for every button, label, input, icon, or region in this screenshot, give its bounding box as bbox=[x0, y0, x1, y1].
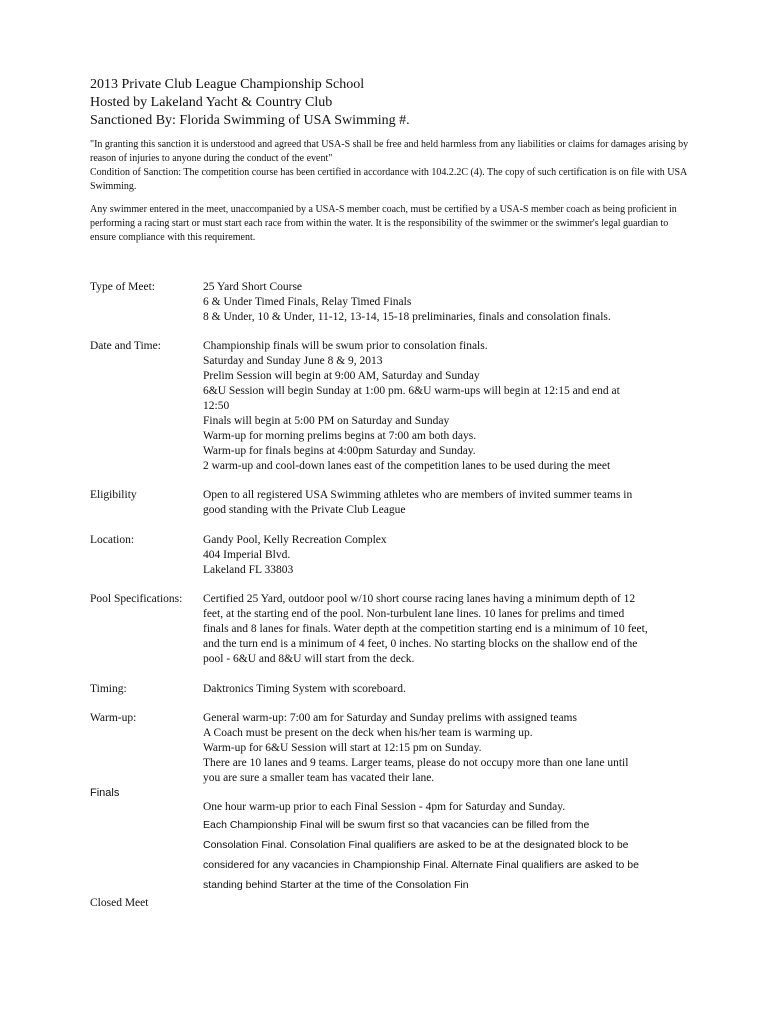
content-line: Lakeland FL 33803 bbox=[203, 564, 294, 576]
content-line: good standing with the Private Club League bbox=[203, 504, 406, 516]
content-line: 404 Imperial Blvd. bbox=[203, 549, 291, 561]
section-content bbox=[203, 280, 678, 325]
document-header bbox=[90, 76, 690, 245]
content-line: Gandy Pool, Kelly Recreation Complex bbox=[203, 534, 387, 546]
content-line: 12:50 bbox=[203, 400, 230, 412]
content-line: Finals will begin at 5:00 PM on Saturday and Sunday bbox=[203, 415, 450, 427]
section-content bbox=[203, 339, 678, 474]
section-content bbox=[203, 711, 678, 786]
content-line: pool - 6&U and 8&U will start from the deck. bbox=[203, 653, 415, 665]
content-line: 6&U Session will begin Sunday at 1:00 pm. 6&U warm-ups will begin at 12:15 and end at bbox=[203, 385, 620, 397]
section-label: Date and Time: bbox=[90, 340, 161, 352]
content-line: Warm-up for 6&U Session will start at 12:15 pm on Sunday. bbox=[203, 742, 482, 754]
content-line: A Coach must be present on the deck when his/her team is warming up. bbox=[203, 727, 533, 739]
content-line: General warm-up: 7:00 am for Saturday and Sunday prelims with assigned teams bbox=[203, 712, 577, 724]
section-content bbox=[203, 592, 678, 667]
section-label: Timing: bbox=[90, 683, 127, 695]
content-line: 25 Yard Short Course bbox=[203, 281, 303, 293]
section-label: Location: bbox=[90, 534, 135, 546]
content-line: Prelim Session will begin at 9:00 AM, Saturday and Sunday bbox=[203, 370, 480, 382]
content-line: finals and 8 lanes for finals. Water depth at the competition starting end is a minimum of 10 feet, bbox=[203, 623, 648, 635]
content-line: and the turn end is a minimum of 4 feet, 0 inches. No starting blocks on the shallow end of the bbox=[203, 638, 638, 650]
content-line: Saturday and Sunday June 8 & 9, 2013 bbox=[203, 355, 383, 367]
content-line: Warm-up for finals begins at 4:00pm Saturday and Sunday. bbox=[203, 445, 476, 457]
condition-of-sanction: Condition of Sanction: The competition course has been certified in accordance with 104.2.2C (4). The copy of such certification is on file with USA Swimming. bbox=[90, 167, 687, 192]
content-line: standing behind Starter at the time of the Consolation Fin bbox=[203, 879, 469, 891]
content-line: There are 10 lanes and 9 teams. Larger teams, please do not occupy more than one lane until bbox=[203, 757, 629, 769]
sanction-statement: "In granting this sanction it is understood and agreed that USA-S shall be free and held harmless from any liabilities or claims for damages arising by reason of injuries to anyone during the conduct of the event" bbox=[90, 139, 689, 164]
section-label-finals: Finals bbox=[90, 787, 120, 799]
content-line: 8 & Under, 10 & Under, 11-12, 13-14, 15-18 preliminaries, finals and consolation finals. bbox=[203, 311, 611, 323]
content-line: feet, at the starting end of the pool. Non-turbulent lane lines. 10 lanes for prelims and timed bbox=[203, 608, 625, 620]
section-label: Closed Meet bbox=[90, 897, 149, 909]
content-line: Open to all registered USA Swimming athletes who are members of invited summer teams in bbox=[203, 489, 633, 501]
title-line-1: 2013 Private Club League Championship School bbox=[90, 77, 365, 92]
section-content bbox=[203, 800, 678, 895]
coach-requirement: Any swimmer entered in the meet, unaccompanied by a USA-S member coach, must be certified by a USA-S member coach as being proficient in performing a racing start or must start each race from within the water. It is the responsibility of the swimmer or the swimmer's legal guardian to ensure compliance with this requirement. bbox=[90, 204, 677, 243]
content-line: 6 & Under Timed Finals, Relay Timed Finals bbox=[203, 296, 412, 308]
content-line: 2 warm-up and cool-down lanes east of the competition lanes to be used during the meet bbox=[203, 460, 611, 472]
content-line: you are sure a smaller team has vacated their lane. bbox=[203, 772, 435, 784]
section-label: Type of Meet: bbox=[90, 281, 155, 293]
section-label: Warm-up: bbox=[90, 712, 137, 724]
section-label: Pool Specifications: bbox=[90, 593, 183, 605]
section-content bbox=[203, 488, 678, 518]
section-content bbox=[203, 533, 678, 578]
title-line-2: Hosted by Lakeland Yacht & Country Club bbox=[90, 95, 333, 110]
content-line: Championship finals will be swum prior to consolation finals. bbox=[203, 340, 488, 352]
content-line: Certified 25 Yard, outdoor pool w/10 short course racing lanes having a minimum depth of 12 bbox=[203, 593, 636, 605]
content-line: Warm-up for morning prelims begins at 7:00 am both days. bbox=[203, 430, 477, 442]
section-label: Eligibility bbox=[90, 489, 137, 501]
content-line: Each Championship Final will be swum first so that vacancies can be filled from the bbox=[203, 819, 590, 831]
content-line: One hour warm-up prior to each Final Session - 4pm for Saturday and Sunday. bbox=[203, 801, 566, 813]
content-line: Daktronics Timing System with scoreboard. bbox=[203, 683, 406, 695]
content-line: Consolation Final. Consolation Final qualifiers are asked to be at the designated block to be bbox=[203, 839, 629, 851]
content-line: considered for any vacancies in Championship Final. Alternate Final qualifiers are asked to be bbox=[203, 859, 639, 871]
section-content bbox=[203, 682, 678, 697]
title-line-3: Sanctioned By: Florida Swimming of USA Swimming #. bbox=[90, 113, 410, 128]
